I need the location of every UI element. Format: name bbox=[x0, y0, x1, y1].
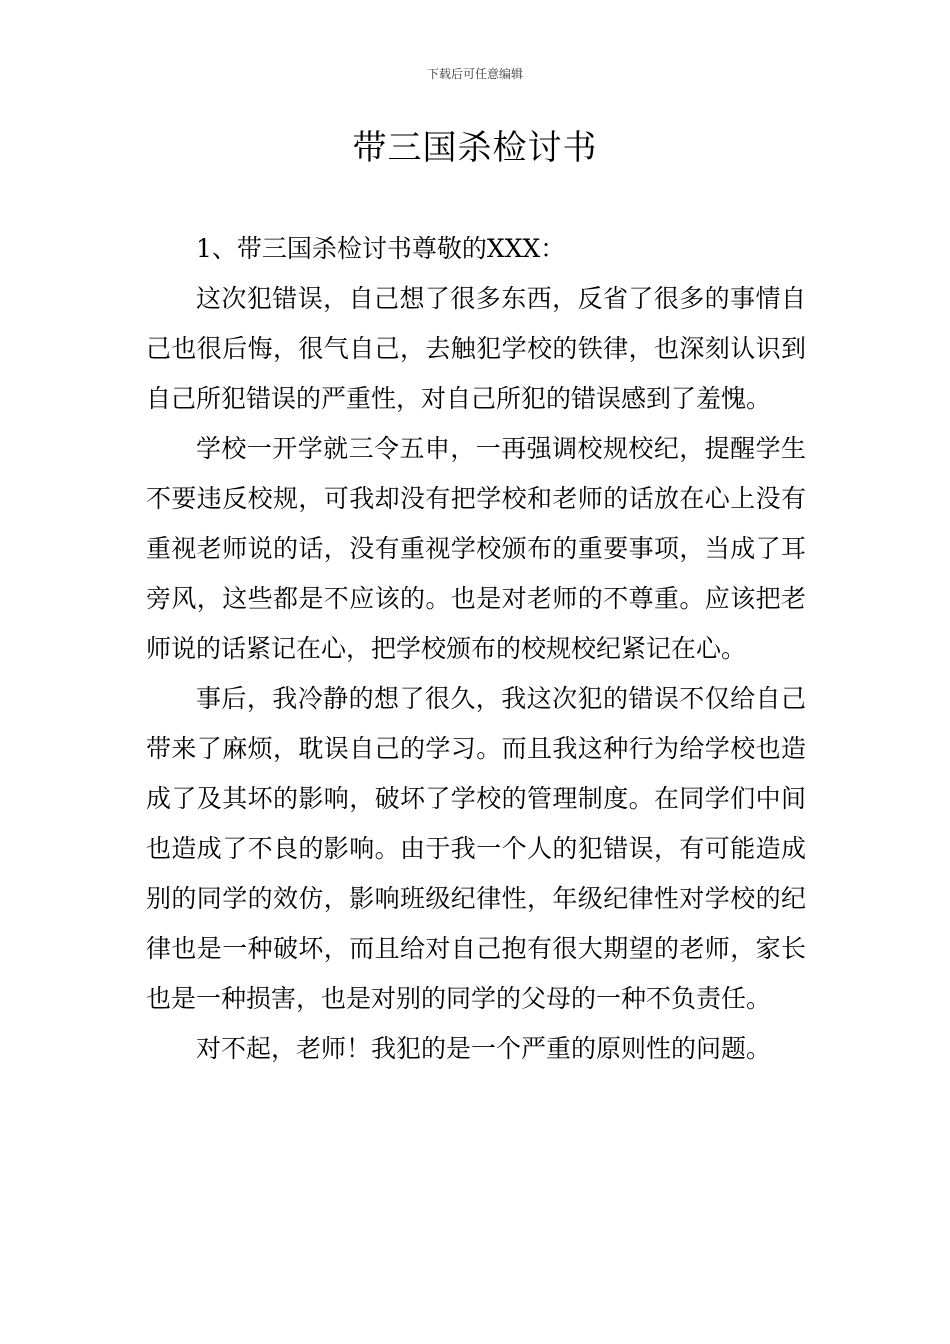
paragraph-consequences: 事后，我冷静的想了很久，我这次犯的错误不仅给自己带来了麻烦，耽误自己的学习。而且我这种行为给学校也造成了及其坏的影响，破坏了学校的管理制度。在同学们中间也造成了不良的影响。由于我一个人的犯错误，有可能造成别的同学的效仿，影响班级纪律性，年级纪律性对学校的纪律也是一种破坏，而且给对自己抱有很大期望的老师，家长也是一种损害，也是对别的同学的父母的一种不负责任。 bbox=[146, 684, 806, 1013]
document-body bbox=[146, 224, 806, 1074]
paragraph-salutation: 1、带三国杀检讨书尊敬的XXX： bbox=[196, 234, 566, 263]
paragraph-reflection: 这次犯错误，自己想了很多东西，反省了很多的事情自己也很后悔，很气自己，去触犯学校的铁律，也深刻认识到自己所犯错误的严重性，对自己所犯的错误感到了羞愧。 bbox=[146, 284, 806, 413]
document-title: 带三国杀检讨书 bbox=[352, 128, 598, 168]
header-note: 下载后可任意编辑 bbox=[426, 67, 523, 81]
paragraph-school-rules: 学校一开学就三令五申，一再强调校规校纪，提醒学生不要违反校规，可我却没有把学校和老师的话放在心上没有重视老师说的话，没有重视学校颁布的重要事项，当成了耳旁风，这些都是不应该的。也是对老师的不尊重。应该把老师说的话紧记在心，把学校颁布的校规校纪紧记在心。 bbox=[146, 434, 806, 663]
paragraph-apology: 对不起，老师！我犯的是一个严重的原则性的问题。 bbox=[196, 1034, 772, 1063]
